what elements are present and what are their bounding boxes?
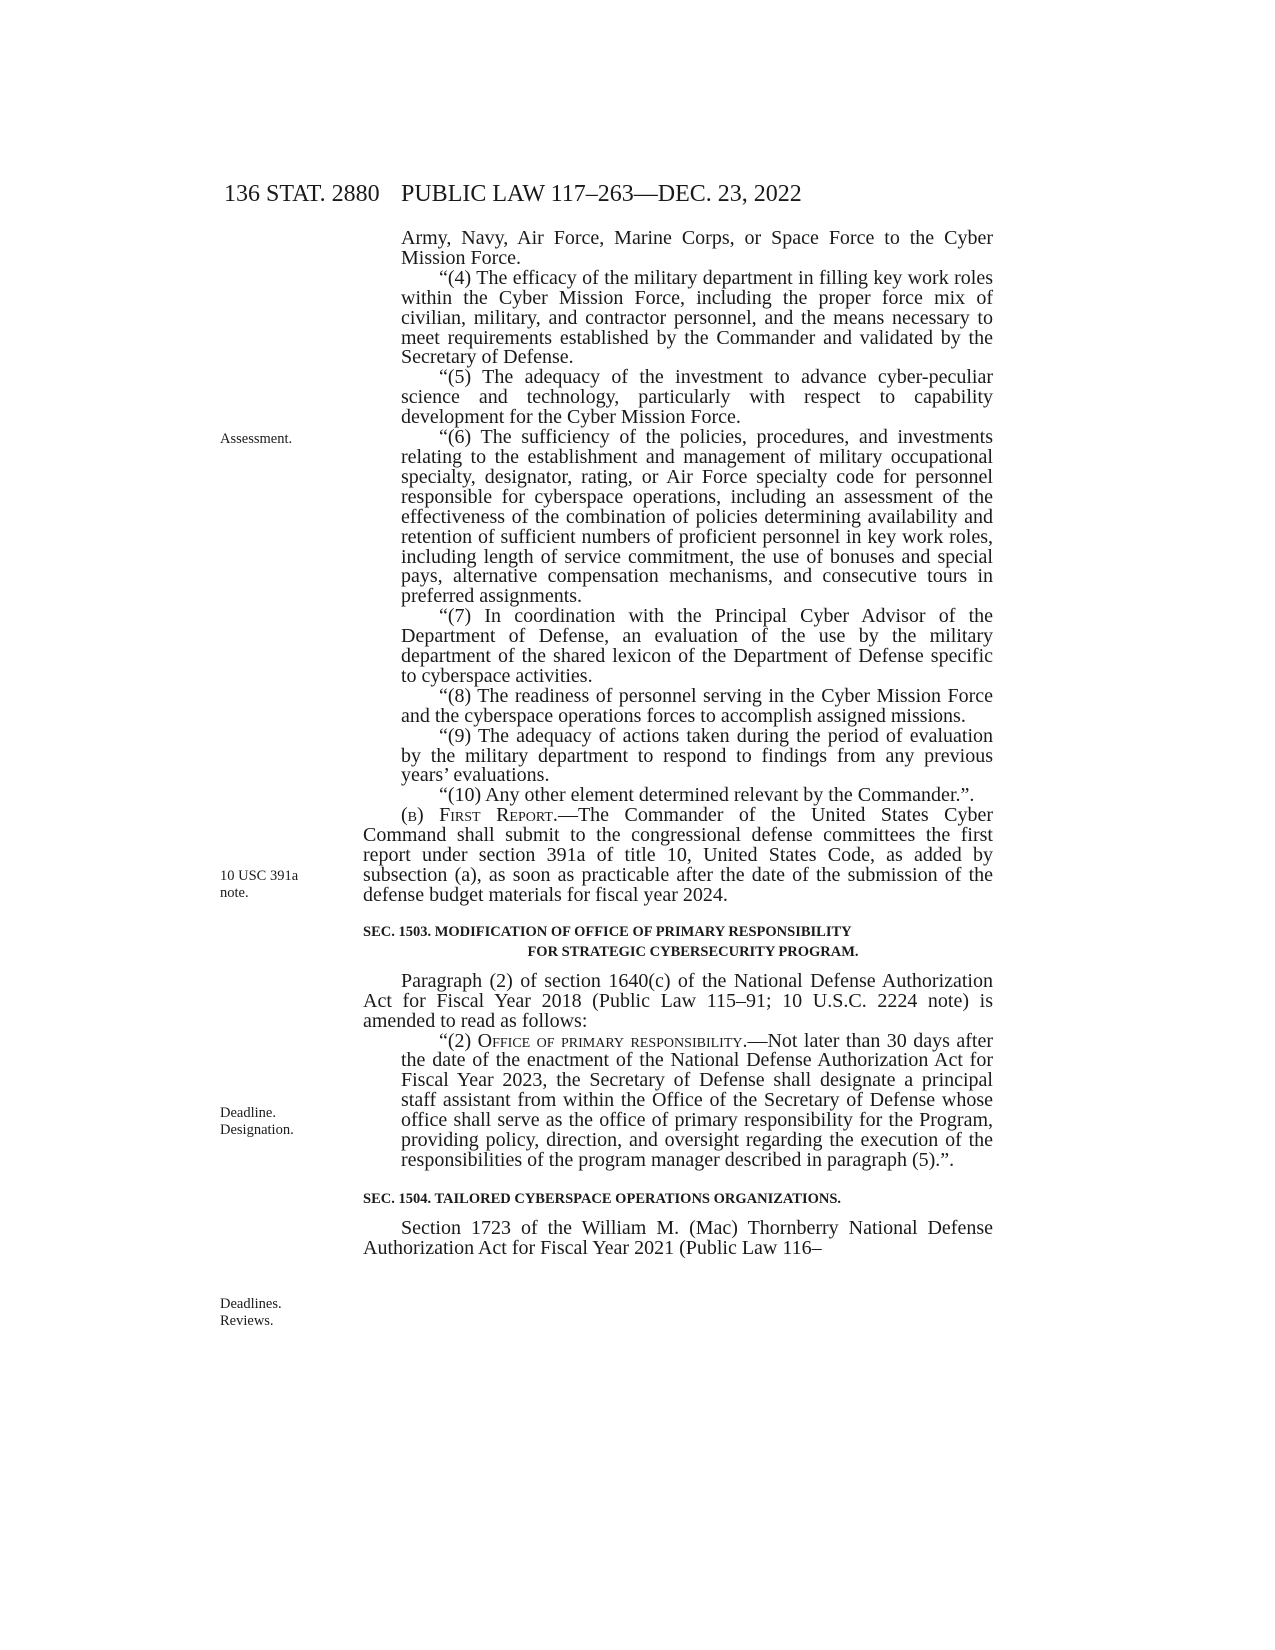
section-1503-quoted-paragraph [363, 1029, 993, 1171]
paragraph-4: “(4) The efficacy of the military department in filling key work roles within the Cyber Mission Force, including the proper force mix of civilian, military, and contractor personnel, and the means necessary to meet requirements established by the Commander and validated by the Secretary of Defense. [401, 266, 993, 369]
margin-note-usc: 10 USC 391a note. [220, 868, 299, 901]
subsection-b-text: —The Commander of the United States Cyber Command shall submit to the congressional defense committees the first report under section 391a of title 10, United States Code, as added by subsection (a), as soon as practicable after the date of the submission of the defense budget materials for fiscal year 2024. [363, 804, 993, 906]
section-1504-heading: SEC. 1504. TAILORED CYBERSPACE OPERATIONS ORGANIZATIONS. [363, 1190, 842, 1207]
section-1503-heading: SEC. 1503. MODIFICATION OF OFFICE OF PRIMARY RESPONSIBILITY FOR STRATEGIC CYBERSECURITY PROGRAM. [363, 923, 859, 960]
statute-page-reference: 136 STAT. 2880 [224, 181, 380, 207]
document-body [363, 229, 993, 1259]
quoted-paragraph-text: —Not later than 30 days after the date of the enactment of the National Defense Authorization Act for Fiscal Year 2023, the Secretary of Defense shall designate a principal staff assistant from within the Office of the Secretary of Defense whose office shall serve as the office of primary responsibility for the Program, providing policy, direction, and oversight regarding the execution of the responsibilities of the program manager described in paragraph (5).”. [401, 1029, 993, 1171]
paragraph-8: “(8) The readiness of personnel serving in the Cyber Mission Force and the cyberspace operations forces to accomplish assigned missions. [401, 684, 993, 727]
section-1504-text: Section 1723 of the William M. (Mac) Thornberry National Defense Authorization Act for Fiscal Year 2021 (Public Law 116– [363, 1216, 993, 1259]
quoted-paragraph-heading: “(2) Office of primary responsibility. [439, 1029, 748, 1052]
paragraph-intro: Army, Navy, Air Force, Marine Corps, or Space Force to the Cyber Mission Force. [401, 227, 993, 269]
paragraph-6: “(6) The sufficiency of the policies, procedures, and investments relating to the establishment and management of military occupational specialty, designator, rating, or Air Force specialty code for personnel responsible for cyberspace operations, including an assessment of the effectiveness of the combination of policies determining availability and retention of sufficient numbers of proficient personnel in key work roles, including length of service commitment, the use of bonuses and special pays, alternative compensation mechanisms, and consecutive tours in preferred assignments. [401, 426, 993, 608]
law-title: PUBLIC LAW 117–263—DEC. 23, 2022 [401, 181, 802, 207]
margin-note-assessment: Assessment. [220, 431, 293, 447]
page-header [0, 181, 1275, 211]
paragraph-5: “(5) The adequacy of the investment to advance cyber-peculiar science and technology, particularly with respect to capability development for the Cyber Mission Force. [401, 366, 993, 429]
margin-note-deadlines-reviews: Deadlines. Reviews. [220, 1296, 282, 1329]
paragraph-9: “(9) The adequacy of actions taken during the period of evaluation by the military department to respond to findings from any previous years’ evaluations. [401, 724, 993, 787]
subsection-b [363, 806, 993, 906]
margin-note-deadline-designation: Deadline. Designation. [220, 1105, 294, 1138]
paragraph-7: “(7) In coordination with the Principal Cyber Advisor of the Department of Defense, an evaluation of the use by the military department of the shared lexicon of the Department of Defense specific to cyberspace activities. [401, 605, 993, 687]
paragraph-10: “(10) Any other element determined relevant by the Commander.”. [439, 784, 975, 807]
subsection-b-heading: (b) First Report. [401, 804, 558, 827]
section-1503-text: Paragraph (2) of section 1640(c) of the National Defense Authorization Act for Fiscal Year 2018 (Public Law 115–91; 10 U.S.C. 2224 note) is amended to read as follows: [363, 969, 993, 1032]
